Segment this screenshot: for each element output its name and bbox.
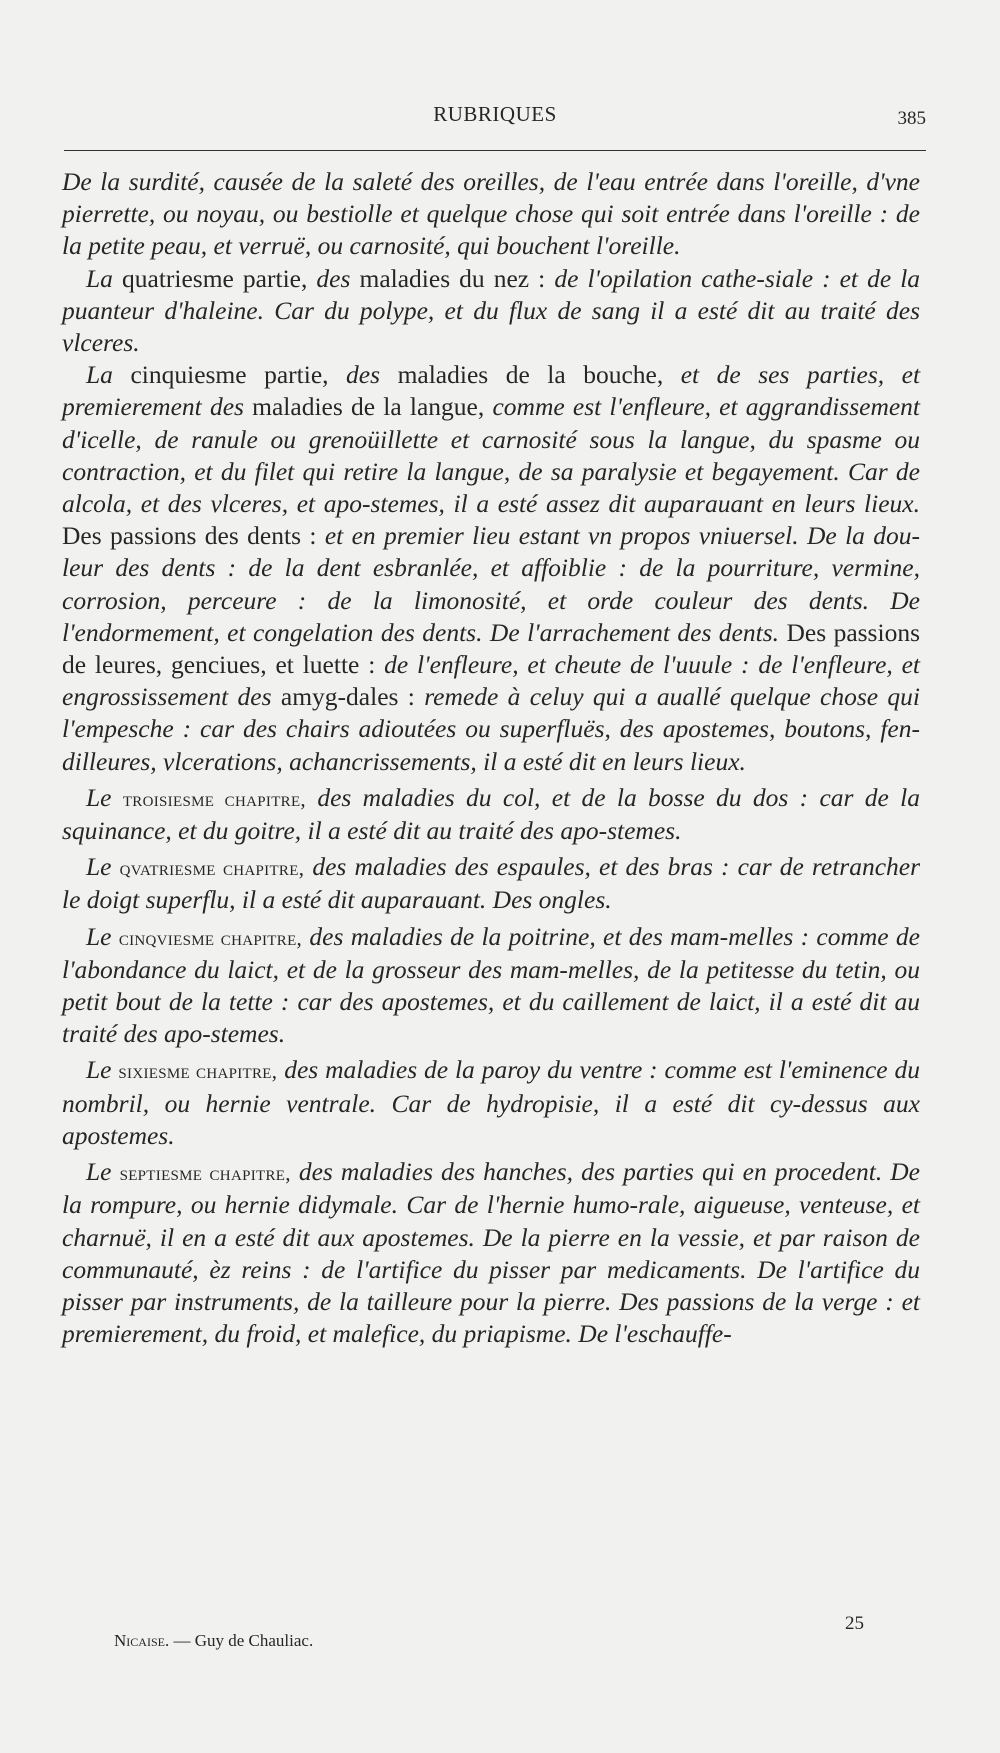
p3-s8: Des passions des dents : [62,521,317,551]
paragraph-6 [62,921,920,1051]
p7-s1: Le [86,1055,112,1085]
p8-s1: Le [86,1157,112,1187]
p2-s4: maladies du nez : [359,263,546,293]
paragraph-1 [62,166,920,263]
p4-s3: des maladies du col, et de la bosse du dos : car de la squinance, et du goitre, il a esté dit au traité des apo-stemes. [62,782,921,846]
p3-s1: La [86,360,113,390]
p7-s3: des maladies de la paroy du ventre : comme est l'eminence du nombril, ou hernie ventrale. Car de hydropisie, il a esté dit cy-dessus aux apostemes. [62,1055,921,1150]
p7-chapter-heading: sixiesme chapitre, [118,1059,278,1084]
footer-author: Nicaise. [114,1631,170,1650]
paragraph-3 [62,359,920,778]
body-text [62,166,920,1350]
p3-s11: de l'enfleure, et cheute de l'uuule : de l'enfleure, et engrossissement des [62,650,921,712]
p2-s2: quatriesme partie, [122,263,308,293]
p3-s10: Des passions de leures, genciues, et luette : [62,617,920,680]
footer-dash: — [173,1631,191,1650]
p1-italic: De la surdité, causée de la saleté des oreilles, de l'eau entrée dans l'oreille, d'vne pierrette, ou noyau, ou bestiolle et quelque chose qui soit entrée dans l'oreille : de la petite peau, et verruë, ou carnosité, qui bouchent l'oreille. [62,167,920,261]
page-number: 385 [897,108,926,129]
p3-s4: maladies de la bouche, [397,360,664,390]
p5-chapter-heading: qvatriesme chapitre, [119,856,305,881]
p2-s3: des [316,263,351,293]
p4-s1: Le [86,782,112,812]
p3-s12: amyg-dales : [280,682,415,712]
paragraph-8 [62,1156,920,1350]
running-title: RUBRIQUES [433,102,557,126]
p2-s5: de l'opilation cathe-siale : et de la puanteur d'haleine. Car du polype, et du flux de sang il a esté dit au traité des vlceres. [62,263,921,358]
paragraph-5 [62,851,920,916]
p3-s9: et en premier lieu estant vn propos vniuersel. De la dou-leur des dents : de la dent esbranlée, et affoiblie : de la pourriture, vermine, corrosion, perceure : de la limonosité, et orde couleur des dents. De l'endormement, et congelation des dents. De l'arrachement des dents. [62,521,921,647]
p4-chapter-heading: troisiesme chapitre, [122,786,306,811]
header-rule [64,150,926,151]
p6-s3: des maladies de la poitrine, et des mam-melles : comme de l'abondance du laict, et de la grosseur des mam-melles, de la petitesse du tetin, ou petit bout de la tette : car des apostemes, et du caillement de laict, il a esté dit au traité des apo-stemes. [62,921,920,1049]
p3-s13: remede à celuy qui a auallé quelque chose qui l'empesche : car des chairs adioutées ou superfluës, des apostemes, boutons, fen-dilleures, vlcerations, achancrissements, il a esté dit en leurs lieux. [62,682,921,776]
paragraph-2 [62,263,920,360]
paragraph-7 [62,1054,920,1152]
page-footer [64,1603,926,1683]
p3-s7: comme est l'enfleure, et aggrandissement d'icelle, de ranule ou grenoüillette et carnosité sous la langue, du spasme ou contraction, et du filet qui retire la langue, de sa paralysie et begayement. Car de alcola, et des vlceres, et apo-stemes, il a esté assez dit auparauant en leurs lieux. [62,392,921,519]
p3-s2: cinquiesme partie, [130,360,329,390]
p8-s3: des maladies des hanches, des parties qui en procedent. De la rompure, ou hernie didymale. Car de l'hernie humo-rale, aigueuse, venteuse, et charnuë, il en a esté dit aux apostemes. De la pierre en la vessie, et par raison de communauté, èz reins : de l'artifice du pisser par medicaments. De l'artifice du pisser par instruments, de la tailleure pour la pierre. Des passions de la verge : et premierement, du froid, et malefice, du priapisme. De l'eschauffe- [62,1157,920,1349]
p8-chapter-heading: septiesme chapitre, [119,1161,291,1186]
p3-s6: maladies de la langue, [252,392,485,422]
footer-work-title: Guy de Chauliac. [194,1631,314,1650]
page-header [64,102,926,142]
signature-mark: 25 [845,1613,864,1634]
footer-signature [114,1631,313,1651]
paragraph-4 [62,782,920,847]
p3-s3: des [346,360,381,390]
p5-s3: des maladies des espaules, et des bras : car de retrancher le doigt superflu, il a esté dit auparauant. Des ongles. [62,852,921,915]
p6-chapter-heading: cinqviesme chapitre, [118,925,303,950]
p5-s1: Le [86,852,112,882]
p3-s5: et de ses parties, et premierement des [62,360,921,422]
p6-s1: Le [86,921,112,951]
p2-s1: La [86,263,113,293]
